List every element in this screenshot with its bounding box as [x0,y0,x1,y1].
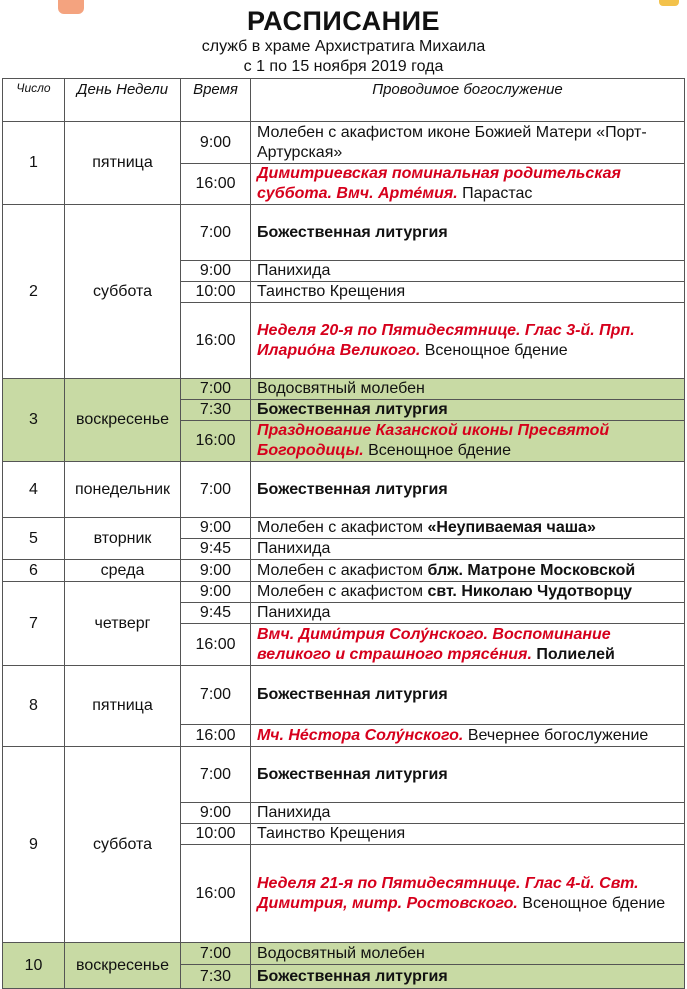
weekday: понедельник [65,462,181,518]
service-text: Панихида [257,604,331,621]
service-description [251,400,685,421]
table-row [3,943,685,965]
service-time: 9:00 [181,518,251,539]
weekday: среда [65,560,181,582]
table-row [3,582,685,603]
table-row [3,560,685,582]
service-text: Панихида [257,804,331,821]
feast-text: Мч. Не́стора Солу́нского. [257,726,464,744]
date-range: с 1 по 15 ноября 2019 года [243,58,444,75]
service-text: Божественная литургия [257,686,448,703]
service-text: Таинство Крещения [257,825,406,842]
service-text: Полиелей [531,645,615,663]
service-text: Всенощное бдение [363,442,512,459]
service-text: Божественная литургия [257,480,448,498]
service-description [251,282,685,303]
day-number: 8 [3,666,65,747]
service-text: Молебен с акафистом [257,519,428,536]
weekday: вторник [65,518,181,560]
weekday: пятница [65,122,181,205]
table-row [3,462,685,518]
service-description [251,666,685,725]
service-text: Панихида [257,262,331,279]
service-time: 7:30 [181,400,251,421]
weekday: пятница [65,666,181,747]
service-description [251,965,685,989]
weekday: четверг [65,582,181,666]
table-row [3,518,685,539]
day-number: 3 [3,379,65,462]
service-time: 16:00 [181,725,251,747]
table-row [3,747,685,803]
service-text: Божественная литургия [257,223,448,241]
feast-text: Неделя 20-я по Пятидесятнице. Глас 3-й. Прп. Иларио́на Великого. [257,321,635,359]
service-text: Молебен с акафистом [257,583,428,600]
service-time: 7:00 [181,943,251,965]
day-number: 6 [3,560,65,582]
service-time: 9:00 [181,122,251,164]
service-time: 16:00 [181,421,251,462]
service-text: Парастас [457,185,533,202]
service-description [251,824,685,845]
service-time: 9:00 [181,582,251,603]
service-text: Водосвятный молебен [257,944,425,962]
service-description [251,624,685,666]
day-number: 1 [3,122,65,205]
day-number: 9 [3,747,65,943]
weekday: суббота [65,205,181,379]
service-description [251,845,685,943]
service-time: 7:00 [181,666,251,725]
service-description [251,560,685,582]
service-description [251,725,685,747]
service-description [251,164,685,205]
service-time: 9:00 [181,261,251,282]
feast-text: Димитриевская поминальная родительская суббота. Вмч. Арте́мия. [257,165,621,202]
service-description [251,539,685,560]
schedule-table [2,78,685,989]
column-header-service: Проводимое богослужение [251,79,685,122]
service-text: Божественная литургия [257,765,448,783]
service-text: Панихида [257,540,331,557]
service-description [251,582,685,603]
page-subtitle: служб в храме Архистратига Михаила [201,38,486,55]
service-description [251,603,685,624]
service-time: 16:00 [181,624,251,666]
service-time: 7:00 [181,747,251,803]
column-header-time: Время [181,79,251,122]
service-text: Водосвятный молебен [257,380,425,397]
service-time: 7:00 [181,379,251,400]
service-description [251,303,685,379]
service-description [251,205,685,261]
day-number: 2 [3,205,65,379]
table-row [3,205,685,261]
feast-text: Вмч. Дими́трия Солу́нского. Воспоминание великого и страшного трясе́ния. [257,625,611,663]
table-row [3,379,685,400]
service-description [251,379,685,400]
service-description [251,803,685,824]
service-description [251,518,685,539]
service-time: 16:00 [181,164,251,205]
service-time: 10:00 [181,282,251,303]
service-time: 7:00 [181,205,251,261]
service-time: 9:45 [181,539,251,560]
feast-text: Празднование Казанской иконы Пресвятой Богородицы. [257,422,610,459]
service-description [251,421,685,462]
table-row [3,122,685,164]
service-time: 16:00 [181,303,251,379]
service-text: Божественная литургия [257,401,448,418]
service-text: Молебен с акафистом иконе Божией Матери «Порт-Артурская» [257,123,647,161]
service-text: Всенощное бдение [420,341,568,359]
column-header-day: День Недели [65,79,181,122]
service-description [251,122,685,164]
day-number: 5 [3,518,65,560]
service-text: Божественная литургия [257,967,448,985]
service-time: 7:30 [181,965,251,989]
day-number: 10 [3,943,65,989]
weekday: воскресенье [65,943,181,989]
table-row [3,666,685,725]
service-text: Таинство Крещения [257,283,406,300]
weekday: суббота [65,747,181,943]
service-description [251,462,685,518]
service-description [251,943,685,965]
service-text: «Неупиваемая чаша» [427,519,596,536]
service-text: свт. Николаю Чудотворцу [427,583,633,600]
day-number: 7 [3,582,65,666]
service-time: 10:00 [181,824,251,845]
service-text: Всенощное бдение [517,894,666,912]
table-header-row [3,79,685,122]
page-title: РАСПИСАНИЕ [246,6,440,36]
column-header-number: Число [3,79,65,122]
feast-text: Неделя 21-я по Пятидесятнице. Глас 4-й. Свт. Димитрия, митр. Ростовского. [257,874,639,912]
service-text: Молебен с акафистом [257,561,428,579]
service-description [251,261,685,282]
service-time: 16:00 [181,845,251,943]
service-time: 9:00 [181,803,251,824]
weekday: воскресенье [65,379,181,462]
day-number: 4 [3,462,65,518]
service-description [251,747,685,803]
service-time: 9:00 [181,560,251,582]
service-time: 7:00 [181,462,251,518]
service-text: блж. Матроне Московской [427,561,636,579]
service-time: 9:45 [181,603,251,624]
service-text: Вечернее богослужение [463,726,649,744]
